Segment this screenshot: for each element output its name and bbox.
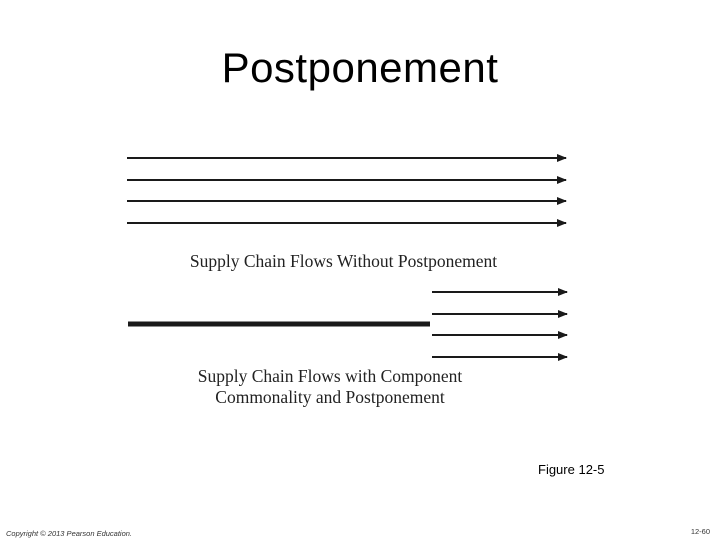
caption-with-postponement-line-2: Commonality and Postponement [215, 387, 445, 407]
caption-without-postponement: Supply Chain Flows Without Postponement [189, 251, 498, 271]
slide-title: Postponement [221, 44, 499, 91]
copyright-notice: Copyright © 2013 Pearson Education. [6, 529, 133, 538]
flows-with-postponement [128, 292, 567, 357]
figure-label: Figure 12-5 [538, 462, 605, 477]
flows-without-postponement [127, 158, 566, 223]
caption-with-postponement-line-1: Supply Chain Flows with Component [197, 366, 463, 386]
caption-with-postponement [150, 366, 510, 408]
page-number: 12-60 [690, 527, 710, 536]
